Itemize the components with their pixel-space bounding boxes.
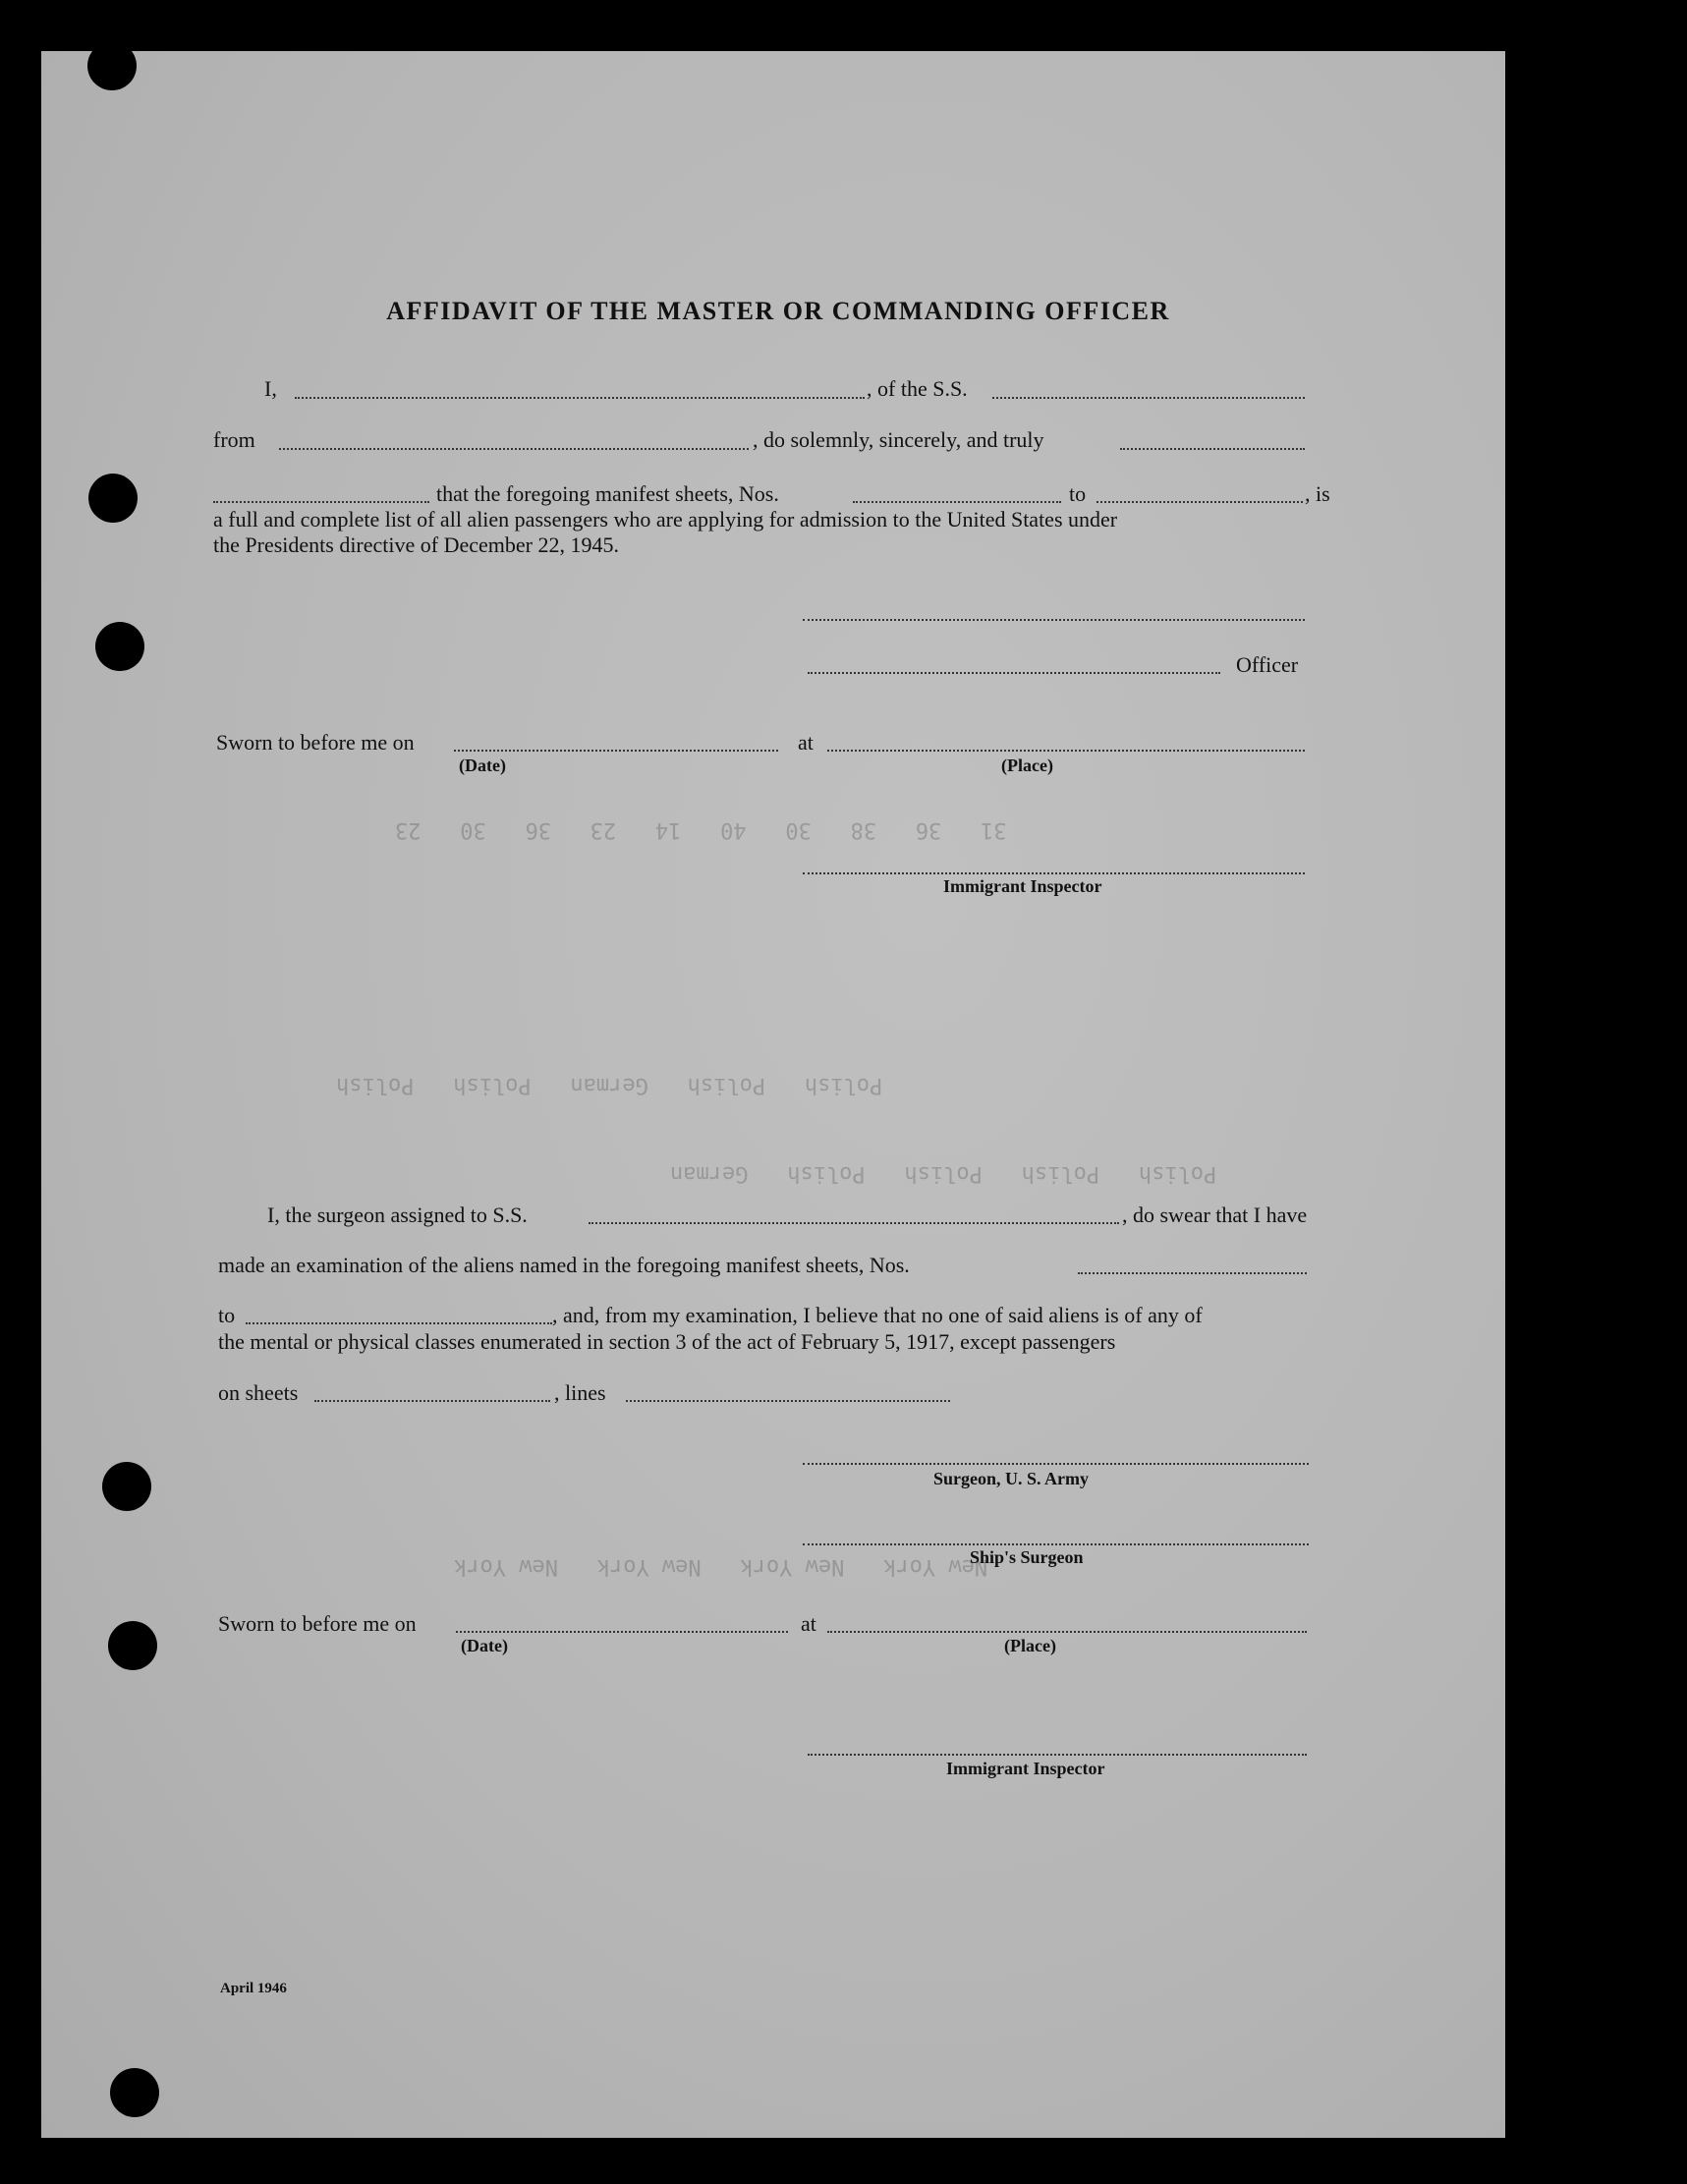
surgeon-sheets-field[interactable]: [314, 1400, 550, 1402]
master-from-field[interactable]: [279, 448, 749, 450]
master-ship-field[interactable]: [992, 397, 1305, 399]
surgeon-line4: the mental or physical classes enumerated in section 3 of the act of February 5, 1917, except passengers: [218, 1329, 1116, 1354]
ship-surgeon-label: Ship's Surgeon: [970, 1547, 1084, 1567]
punch-hole: [102, 1462, 151, 1511]
master-sworn-place-field[interactable]: [827, 750, 1305, 752]
surgeon-inspector-signature-line[interactable]: [808, 1754, 1307, 1756]
master-sworn-label: Sworn to before me on: [216, 730, 415, 755]
surgeon-sheets-label: on sheets: [218, 1380, 299, 1405]
surgeon-place-caption: (Place): [1004, 1636, 1056, 1655]
ship-surgeon-signature-line[interactable]: [803, 1543, 1309, 1545]
officer-label: Officer: [1236, 652, 1299, 677]
army-surgeon-label: Surgeon, U. S. Army: [933, 1469, 1090, 1488]
surgeon-at-label: at: [801, 1611, 816, 1636]
master-signature-line[interactable]: [803, 619, 1305, 621]
master-manifest-label: that the foregoing manifest sheets, Nos.: [436, 481, 779, 506]
document-title: AFFIDAVIT OF THE MASTER OR COMMANDING OFFICER: [386, 297, 1170, 325]
punch-hole: [110, 2068, 159, 2117]
master-swear-field[interactable]: [1120, 448, 1305, 450]
master-sheet-to-field[interactable]: [1097, 501, 1303, 503]
army-surgeon-signature-line[interactable]: [803, 1463, 1309, 1465]
master-is-label: , is: [1305, 481, 1330, 506]
surgeon-line2: made an examination of the aliens named in the foregoing manifest sheets, Nos.: [218, 1253, 910, 1277]
master-name-field[interactable]: [295, 397, 865, 399]
punch-hole: [95, 622, 144, 671]
surgeon-lines-label: , lines: [554, 1380, 606, 1405]
master-inspector-signature-line[interactable]: [803, 872, 1305, 874]
master-to-label: to: [1069, 481, 1087, 506]
punch-hole: [108, 1621, 157, 1670]
master-at-label: at: [798, 730, 814, 755]
master-inspector-label: Immigrant Inspector: [943, 876, 1102, 896]
surgeon-sworn-date-field[interactable]: [456, 1631, 788, 1633]
master-solemnly-label: , do solemnly, sincerely, and truly: [753, 427, 1044, 452]
punch-hole: [88, 474, 138, 523]
punch-hole: [87, 41, 137, 90]
surgeon-lines-field[interactable]: [626, 1400, 950, 1402]
surgeon-sheet-from-field[interactable]: [1078, 1272, 1307, 1274]
surgeon-sworn-label: Sworn to before me on: [218, 1611, 417, 1636]
document-page: Polish Polish German Polish Polish Polish Polish Polish Polish German 31 36 38 30 40 14 23 36 30 23 New York New York New York New York AFFIDAVIT OF THE MASTER OR COMMANDING OFFICER I, , of the S.S. from , do solemnly, sincerely, and truly that the foregoing manifest sheets, Nos. to , is a full and complete list of all alien passengers who are applying for admission to the United States under the Presidents directive of December 22, 1945. Officer Sworn to before me on at (Date) (Place) Immigrant Inspector I, the surgeon assigned to S.S. , do swear that I have made an examination of the aliens named in the foregoing manifest sheets, Nos. to , and, from my examination, I believe that no one of said aliens is of any of the mental or physical classes enumerated in section 3 of the act of February 5, 1917, except passengers on sheets , lines Surgeon, U. S. Army Ship's Surgeon Sworn to before me on at (Date) (Place) Immigrant Inspector April 1946: [41, 51, 1505, 2138]
master-statement-line2: a full and complete list of all alien passengers who are applying for admission to the United States under: [213, 507, 1118, 532]
master-sworn-date-field[interactable]: [454, 750, 778, 752]
form-date-footer: April 1946: [220, 1981, 287, 1996]
surgeon-date-caption: (Date): [461, 1636, 508, 1655]
master-i-label: I,: [264, 376, 277, 401]
master-from-label: from: [213, 427, 255, 452]
master-place-caption: (Place): [1001, 756, 1053, 775]
master-statement-line3: the Presidents directive of December 22, 1945.: [213, 532, 619, 557]
surgeon-to-label: to: [218, 1303, 236, 1327]
master-of-ss-label: , of the S.S.: [867, 376, 968, 401]
master-date-caption: (Date): [459, 756, 506, 775]
surgeon-sheet-to-field[interactable]: [246, 1322, 552, 1324]
surgeon-line3-rest: , and, from my examination, I believe that no one of said aliens is of any of: [552, 1303, 1203, 1327]
surgeon-ship-field[interactable]: [589, 1222, 1119, 1224]
surgeon-line1-end: , do swear that I have: [1122, 1203, 1308, 1227]
surgeon-sworn-place-field[interactable]: [827, 1631, 1307, 1633]
surgeon-line1-start: I, the surgeon assigned to S.S.: [267, 1203, 528, 1227]
master-swear-field-cont[interactable]: [213, 501, 429, 503]
master-sheet-from-field[interactable]: [853, 501, 1061, 503]
officer-signature-line[interactable]: [808, 672, 1220, 674]
surgeon-inspector-label: Immigrant Inspector: [946, 1759, 1105, 1778]
